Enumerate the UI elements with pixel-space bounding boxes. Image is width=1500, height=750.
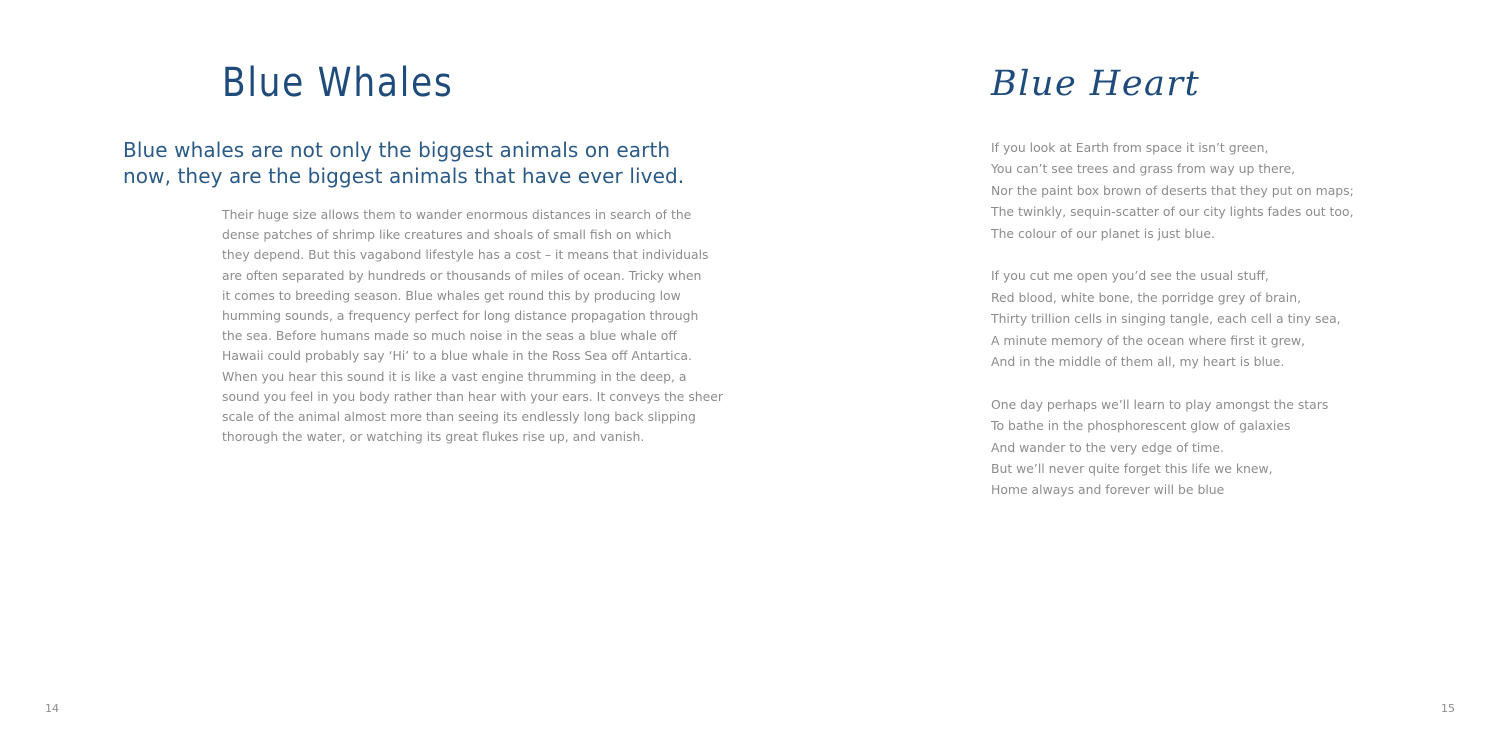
body-line: the sea. Before humans made so much noise in the seas a blue whale off <box>222 328 677 344</box>
poem-line: The colour of our planet is just blue. <box>991 225 1215 241</box>
poem-line: Thirty trillion cells in singing tangle, each cell a tiny sea, <box>991 311 1341 327</box>
poem-line: A minute memory of the ocean where first it grew, <box>991 332 1306 348</box>
body-line: sound you feel in you body rather than hear with your ears. It conveys the sheer <box>222 388 723 404</box>
poem-line: One day perhaps we’ll learn to play amongst the stars <box>991 396 1329 412</box>
poem-stanza-2 <box>991 265 1354 372</box>
poem-line: But we’ll never quite forget this life we knew, <box>991 461 1273 477</box>
body-line: When you hear this sound it is like a vast engine thrumming in the deep, a <box>222 368 687 384</box>
poem-stanza-1 <box>991 137 1354 244</box>
body-line: it comes to breeding season. Blue whales get round this by producing low <box>222 287 681 303</box>
poem <box>991 137 1354 522</box>
intro-paragraph <box>123 137 684 189</box>
poem-line: Red blood, white bone, the porridge grey of brain, <box>991 289 1302 305</box>
poem-line: To bathe in the phosphorescent glow of galaxies <box>991 418 1291 434</box>
body-line: thorough the water, or watching its great flukes rise up, and vanish. <box>222 429 645 445</box>
poem-line: And in the middle of them all, my heart is blue. <box>991 354 1285 370</box>
body-line: dense patches of shrimp like creatures and shoals of small fish on which <box>222 227 672 243</box>
body-paragraph <box>222 205 723 447</box>
body-line: scale of the animal almost more than seeing its endlessly long back slipping <box>222 409 696 425</box>
poem-line: If you look at Earth from space it isn’t green, <box>991 140 1269 155</box>
body-line: Their huge size allows them to wander enormous distances in search of the <box>222 207 692 222</box>
poem-line: And wander to the very edge of time. <box>991 439 1224 455</box>
poem-line: The twinkly, sequin-scatter of our city lights fades out too, <box>991 204 1354 220</box>
poem-line: Home always and forever will be blue <box>991 482 1225 498</box>
poem-stanza-3 <box>991 394 1354 501</box>
intro-line: now, they are the biggest animals that have ever lived. <box>123 164 685 188</box>
poem-title-blue-heart: Blue Heart <box>991 64 1201 104</box>
intro-line: Blue whales are not only the biggest animals on earth <box>123 138 671 162</box>
right-page <box>750 0 1500 750</box>
poem-line: If you cut me open you’d see the usual stuff, <box>991 268 1269 284</box>
poem-line: You can’t see trees and grass from way up there, <box>991 161 1296 177</box>
page-number-right: 15 <box>1441 702 1455 715</box>
page-number-left: 14 <box>45 702 59 715</box>
body-line: they depend. But this vagabond lifestyle has a cost – it means that individuals <box>222 247 709 263</box>
body-line: Hawaii could probably say ‘Hi’ to a blue whale in the Ross Sea off Antartica. <box>222 348 692 364</box>
page-title-blue-whales: Blue Whales <box>222 60 454 106</box>
body-line: are often separated by hundreds or thousands of miles of ocean. Tricky when <box>222 267 702 283</box>
poem-line: Nor the paint box brown of deserts that they put on maps; <box>991 182 1354 198</box>
body-line: humming sounds, a frequency perfect for long distance propagation through <box>222 308 699 324</box>
